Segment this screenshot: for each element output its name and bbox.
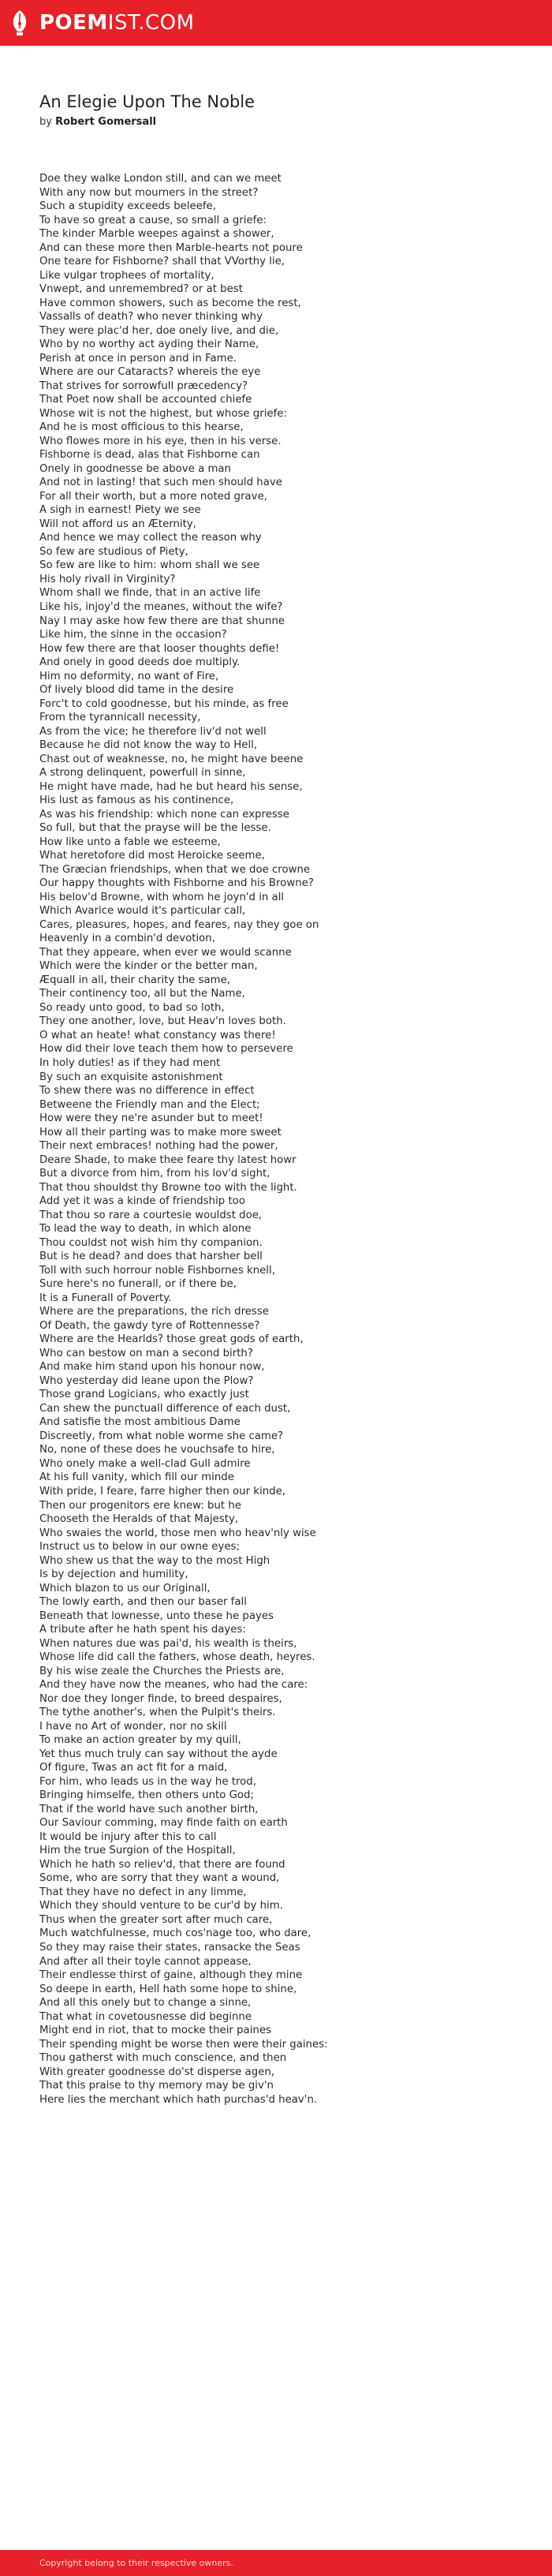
poem-line: How did their love teach them how to persevere	[39, 1043, 293, 1056]
poem-line: Æquall in all, their charity the same,	[39, 974, 230, 986]
poem-line: Him the true Surgion of the Hospitall,	[39, 1845, 236, 1857]
poem-line: That what in covetousnesse did beginne	[39, 2010, 252, 2023]
poem-line: Which blazon to us our Originall,	[39, 1582, 211, 1595]
poem-line: So deepe in earth, Hell hath some hope to shine,	[39, 1983, 297, 1995]
poem-line: He might have made, had he but heard his sense,	[39, 780, 303, 793]
poem-line: That Poet now shall be accounted chiefe	[39, 394, 252, 406]
poem-line: Toll with such horrour noble Fishbornes knell,	[39, 1264, 275, 1277]
site-footer	[0, 2550, 552, 2576]
poem-line: In holy duties! as if they had ment	[39, 1057, 221, 1069]
poem-line: Who by no worthy act ayding their Name,	[39, 338, 259, 351]
poem-line: The tythe another's, when the Pulpit's theirs.	[39, 1707, 276, 1719]
poem-line: With pride, I feare, farre higher then our kinde,	[39, 1485, 285, 1497]
poem-line: No, none of these does he vouchsafe to hire,	[39, 1444, 275, 1456]
poem-line: Thus when the greater sort after much care,	[39, 1913, 273, 1926]
poem-line: Thou couldst not wish him thy companion.	[39, 1236, 263, 1249]
poem-line: They one another, love, but Heav'n loves both.	[39, 1015, 286, 1028]
poem-line: And satisfie the most ambitious Dame	[39, 1416, 241, 1429]
poem-line: Deare Shade, to make thee feare thy latest howr	[39, 1153, 297, 1166]
poem-line: That strives for sorrowfull præcedency?	[39, 379, 248, 392]
poem-line: So few are studious of Piety,	[39, 545, 188, 558]
poem-title: An Elegie Upon The Noble	[39, 92, 255, 111]
poem-line: And onely in good deeds doe multiply.	[39, 656, 241, 669]
poem-line: By such an exquisite astonishment	[39, 1071, 223, 1083]
poem-line: With any now but mourners in the street?	[39, 186, 259, 199]
poem-line: What heretofore did most Heroicke seeme,	[39, 850, 265, 862]
poem-line: But a divorce from him, from his lov'd sight,	[39, 1168, 270, 1180]
poem-line: Which he hath so reliev'd, that there are found	[39, 1858, 285, 1871]
poem-line: And not in lasting! that such men should have	[39, 477, 282, 489]
site-header	[0, 0, 552, 46]
poem-line: Here lies the merchant which hath purchas'd heav'n.	[39, 2093, 318, 2106]
poem-line: Such a stupidity exceeds beleefe,	[39, 200, 216, 213]
poem-line: Who flowes more in his eye, then in his verse.	[39, 435, 282, 447]
poem-line: Bringing himselfe, then others unto God;	[39, 1789, 254, 1802]
poem-line: For all their worth, but a more noted grave,	[39, 490, 267, 503]
poem-line: Who yesterday did leane upon the Plow?	[39, 1374, 254, 1387]
poem-line: His holy rivall in Virginity?	[39, 573, 176, 585]
poem-line: And he is most officious to this hearse,	[39, 421, 244, 434]
poem-line: Then our progenitors ere knew: but he	[39, 1499, 241, 1512]
poem-line: Who shew us that the way to the most High	[39, 1554, 270, 1567]
poem-line: Doe they walke London still, and can we meet	[39, 173, 282, 185]
poem-line: How were they ne're asunder but to meet!	[39, 1112, 263, 1125]
poem-line: For him, who leads us in the way he trod,	[39, 1775, 256, 1788]
poem-line: Who can bestow on man a second birth?	[39, 1347, 253, 1359]
poem-line: Which were the kinder or the better man,	[39, 960, 258, 973]
poem-line: His lust as famous as his continence,	[39, 794, 234, 807]
poem-line: That they have no defect in any limme,	[39, 1886, 247, 1898]
poem-line: That this praise to thy memory may be giv'n	[39, 2080, 274, 2092]
poem-line: A sigh in earnest! Piety we see	[39, 504, 201, 517]
poem-line: Vnwept, and unremembred? or at best	[39, 283, 243, 296]
poem-line: Fishborne is dead, alas that Fishborne can	[39, 449, 260, 462]
poem-line: Of lively blood did tame in the desire	[39, 684, 234, 697]
poem-line: Their endlesse thirst of gaine, although they mine	[39, 1969, 303, 1982]
poem-line: Perish at once in person and in Fame.	[39, 352, 237, 365]
poem-line: The Græcian friendships, when that we doe crowne	[39, 863, 311, 876]
poem-header	[39, 92, 513, 129]
poem-line: To have so great a cause, so small a griefe:	[39, 214, 267, 226]
copyright-text: Copyright belong to their respective owners.	[39, 2558, 233, 2568]
poem-line: The kinder Marble weepes against a shower,	[39, 228, 274, 241]
poem-line: So ready unto good, to bad so loth,	[39, 1001, 225, 1014]
poem-line: And hence we may collect the reason why	[39, 532, 262, 544]
poem-line: His belov'd Browne, with whom he joyn'd in all	[39, 891, 285, 903]
poem-line: Sure here's no funerall, or if there be,	[39, 1278, 237, 1291]
poem-line: Betweene the Friendly man and the Elect;	[39, 1098, 260, 1111]
poem-line: And after all their toyle cannot appease,	[39, 1955, 252, 1968]
poem-line: Like his, injoy'd the meanes, without the wife?	[39, 600, 283, 613]
poem-line: Will not afford us an Æternity,	[39, 518, 196, 530]
poem-line: With greater goodnesse do'st disperse agen,	[39, 2066, 274, 2078]
site-logo-link[interactable]	[8, 9, 195, 36]
poem-line: How few there are that looser thoughts defie!	[39, 642, 280, 655]
poem-line: Some, who are sorry that they want a wound,	[39, 1872, 280, 1885]
poem-line: As from the vice; he therefore liv'd not well	[39, 725, 267, 738]
poem-line: Is by dejection and humility,	[39, 1568, 188, 1581]
poem-line: How all their parting was to make more sweet	[39, 1126, 282, 1138]
poem-line: Forc't to cold goodnesse, but his minde, as free	[39, 697, 289, 710]
poem-line: A strong delinquent, powerfull in sinne,	[39, 767, 246, 780]
poem-line: Those grand Logicians, who exactly just	[39, 1389, 249, 1401]
poem-line: I have no Art of wonder, nor no skill	[39, 1720, 227, 1733]
poem-line: Because he did not know the way to Hell,	[39, 739, 258, 752]
poem-line: That they appeare, when ever we would scanne	[39, 946, 292, 959]
poem-line: Thou gatherst with much conscience, and then	[39, 2052, 287, 2065]
poem-line: Nay I may aske how few there are that shunne	[39, 615, 285, 627]
poem-line: That if the world have such another birth,	[39, 1803, 259, 1815]
poem-line: The lowly earth, and then our baser fall	[39, 1596, 247, 1609]
poem-line: Whom shall we finde, that in an active life	[39, 587, 261, 600]
poem-line: But is he dead? and does that harsher bell	[39, 1251, 263, 1263]
poem-line: To lead the way to death, in which alone	[39, 1223, 252, 1236]
poem-line: So they may raise their states, ransacke the Seas	[39, 1942, 300, 1953]
poem-line: To make an action greater by my quill,	[39, 1734, 241, 1747]
poem-line: And they have now the meanes, who had the care:	[39, 1679, 308, 1692]
poem-line: Onely in goodnesse be above a man	[39, 462, 231, 475]
poem-line: They were plac'd her, doe onely live, and die,	[39, 324, 279, 337]
poem-line: It would be injury after this to call	[39, 1830, 217, 1843]
poem-line: Vassalls of death? who never thinking why	[39, 311, 263, 323]
poem-line: Have common showers, such as become the rest,	[39, 297, 301, 309]
poem-line: Like vulgar trophees of mortality,	[39, 269, 214, 282]
poem-line: Their spending might be worse then were their gaines:	[39, 2038, 328, 2051]
poem-line: That thou so rare a courtesie wouldst doe,	[39, 1209, 263, 1221]
poem-line: Instruct us to below in our owne eyes;	[39, 1541, 240, 1553]
poem-line: A tribute after he hath spent his dayes:	[39, 1624, 246, 1636]
poem-line: Like him, the sinne in the occasion?	[39, 629, 227, 641]
poem-line: And all this onely but to change a sinne,	[39, 1997, 252, 2010]
poem-line: Which Avarice would it's particular call,	[39, 905, 246, 918]
poem-line: Of Death, the gawdy tyre of Rottennesse?	[39, 1319, 260, 1332]
logo-light-text: IST.COM	[107, 11, 195, 35]
poem-line: When natures due was pai'd, his wealth is theirs,	[39, 1637, 297, 1650]
poem-line: Where are our Cataracts? whereis the eye	[39, 366, 261, 379]
poem-line: As was his friendship: which none can expresse	[39, 808, 289, 821]
poem-line: Chooseth the Heralds of that Majesty,	[39, 1513, 239, 1526]
poem-line: Beneath that lownesse, unto these he payes	[39, 1610, 274, 1622]
poem-line: Which they should venture to be cur'd by him.	[39, 1900, 283, 1912]
logo-bold-text: POEM	[39, 11, 108, 35]
poem-line: So few are like to him: whom shall we see	[39, 559, 260, 572]
poem-line: Where are the preparations, the rich dresse	[39, 1306, 269, 1318]
poem-line: Cares, pleasures, hopes, and feares, nay they goe on	[39, 918, 319, 931]
poem-line: Who swaies the world, those men who heav'nly wise	[39, 1527, 316, 1539]
poem-line: Him no deformity, no want of Fire,	[39, 670, 219, 682]
poem-line: That thou shouldst thy Browne too with the light.	[39, 1181, 297, 1194]
by-label: by	[39, 116, 52, 128]
poem-line: One teare for Fishborne? shall that VVorthy lie,	[39, 256, 285, 268]
poem-line: It is a Funerall of Poverty.	[39, 1292, 172, 1304]
poem-line: Might end in riot, that to mocke their paines	[39, 2025, 271, 2037]
poem-line: Who onely make a well-clad Gull admire	[39, 1457, 251, 1470]
poem-line: And can these more then Marble-hearts not poure	[39, 241, 303, 254]
poem-line: O what an heate! what constancy was there!	[39, 1029, 276, 1041]
poem-line: Discreetly, from what noble worme she came?	[39, 1430, 284, 1442]
poem-line: Our Saviour comming, may finde faith on earth	[39, 1817, 288, 1830]
poem-line: Whose life did call the fathers, whose death, heyres.	[39, 1651, 315, 1664]
poem-line: So full, but that the prayse will be the lesse.	[39, 822, 271, 835]
poem-line: To shew there was no difference in effect	[39, 1085, 255, 1097]
poem-line: Their next embraces! nothing had the power,	[39, 1140, 278, 1153]
poem-line: Their continency too, all but the Name,	[39, 988, 245, 1000]
poem-line: Chast out of weaknesse, no, he might have beene	[39, 753, 304, 765]
poem-line: At his full vanity, which fill our minde	[39, 1471, 234, 1484]
quill-pen-icon	[8, 9, 32, 36]
poem-body	[39, 172, 513, 2107]
poem-line: Heavenly in a combin'd devotion,	[39, 933, 215, 945]
poem-line: How like unto a fable we esteeme,	[39, 836, 221, 848]
poem-line: Whose wit is not the highest, but whose griefe:	[39, 407, 287, 420]
site-logo-text	[39, 11, 195, 35]
poem-line: By his wise zeale the Churches the Priests are,	[39, 1665, 285, 1677]
poem-line: Nor doe they longer finde, to breed despaires,	[39, 1692, 282, 1705]
author-link[interactable]: Robert Gomersall	[55, 116, 157, 128]
poem-line: And make him stand upon his honour now,	[39, 1361, 265, 1374]
poem-line: From the tyrannicall necessity,	[39, 712, 201, 724]
poem-line: Our happy thoughts with Fishborne and his Browne?	[39, 877, 314, 890]
poem-line: Of figure, Twas an act fit for a maid,	[39, 1762, 228, 1774]
poem-line: Much watchfulnesse, much cos'nage too, who dare,	[39, 1927, 311, 1940]
poem-line: Yet thus much truly can say without the ayde	[39, 1748, 278, 1760]
poem-line: Can shew the punctuall difference of each dust,	[39, 1402, 291, 1415]
poem-line: Where are the Hearlds? those great gods of earth,	[39, 1333, 304, 1346]
byline	[39, 115, 513, 129]
poem-line: Add yet it was a kinde of friendship too	[39, 1195, 245, 1208]
